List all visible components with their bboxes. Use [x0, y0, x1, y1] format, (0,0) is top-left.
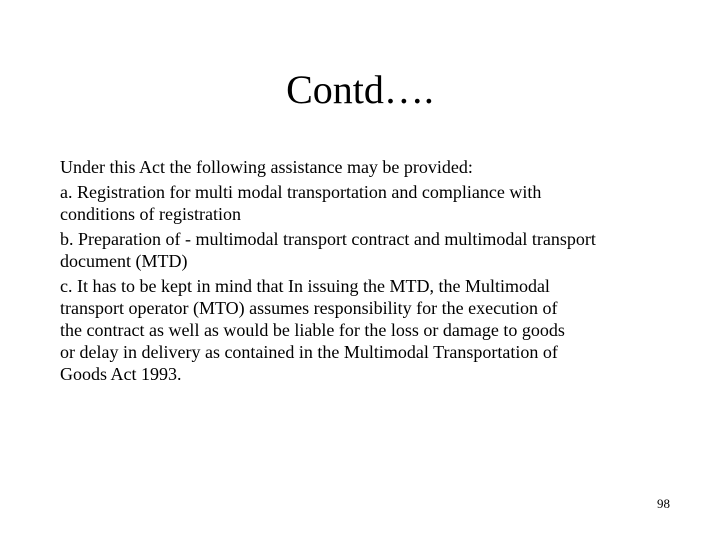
page-number: 98 [657, 496, 670, 511]
list-item-c [60, 275, 680, 385]
slide-title: Contd…. [286, 67, 434, 112]
list-item-a [60, 181, 680, 225]
list-item-b [60, 228, 680, 272]
list-item-a-line: conditions of registration [60, 204, 241, 224]
list-item-c-line: or delay in delivery as contained in the Multimodal Transportation of [60, 342, 558, 362]
list-item-c-line: Goods Act 1993. [60, 364, 182, 384]
intro-text: Under this Act the following assistance may be provided: [60, 157, 473, 177]
slide-body [60, 156, 680, 388]
list-item-c-line: c. It has to be kept in mind that In issuing the MTD, the Multimodal [60, 276, 550, 296]
list-item-c-line: transport operator (MTO) assumes responsibility for the execution of [60, 298, 558, 318]
list-item-a-line: a. Registration for multi modal transportation and compliance with [60, 182, 542, 202]
list-item-b-line: document (MTD) [60, 251, 188, 271]
list-item-b-line: b. Preparation of - multimodal transport contract and multimodal transport [60, 229, 596, 249]
list-item-c-line: the contract as well as would be liable for the loss or damage to goods [60, 320, 565, 340]
